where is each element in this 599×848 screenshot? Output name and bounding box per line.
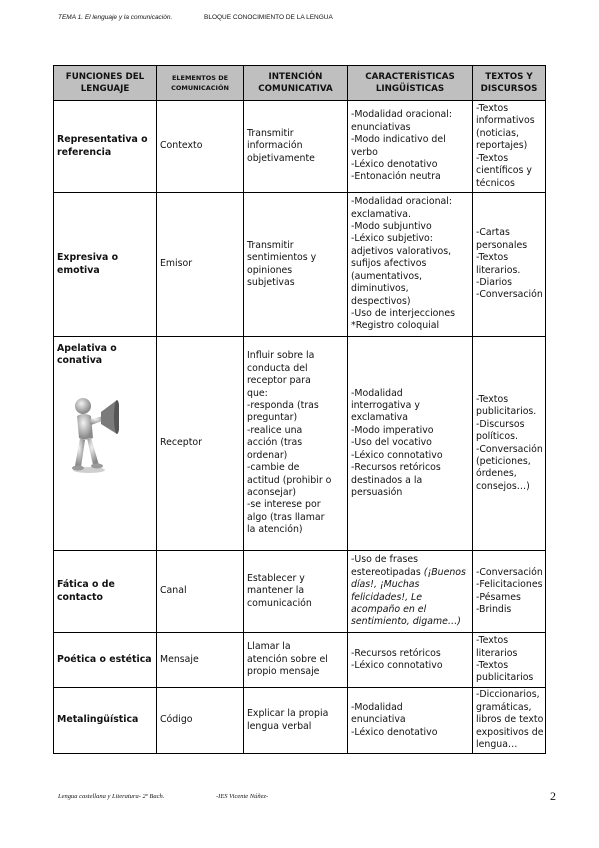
texts-cell: -Textos publicitarios. -Discursos políticos. -Conversación (peticiones, órdenes, consejos…)	[473, 337, 546, 551]
characteristics-cell: -Modalidad interrogativa y exclamativa -Modo imperativo -Uso del vocativo -Léxico connotativo -Recursos retóricos destinados a la persuasión	[348, 337, 473, 551]
characteristics-cell: -Modalidad oracional: exclamativa. -Modo subjuntivo -Léxico subjetivo: adjetivos valorativos, sufijos afectivos (aumentativos, diminutivos, despectivos) -Uso de interjecciones *Registro coloquial	[348, 193, 473, 337]
page-number: 2	[550, 789, 556, 803]
header-funciones: FUNCIONES DEL LENGUAJE	[54, 66, 157, 101]
intention-cell: Explicar la propia lengua verbal	[244, 688, 348, 754]
footer-course: Lengua castellana y Literatura- 2º Bach.	[58, 793, 165, 800]
function-cell: Fática o de contacto	[54, 551, 157, 633]
function-cell	[54, 337, 157, 551]
function-label: Apelativa o conativa	[57, 343, 117, 367]
table-row	[54, 551, 546, 633]
megaphone-figure-icon	[69, 394, 119, 474]
texts-cell: -Conversación -Felicitaciones -Pésames -Brindis	[473, 551, 546, 633]
element-cell: Emisor	[157, 193, 244, 337]
footer-school: -IES Vicente Núñez-	[216, 793, 269, 800]
header-textos: TEXTOS Y DISCURSOS	[473, 66, 546, 101]
intention-cell: Llamar la atención sobre el propio mensaje	[244, 633, 348, 688]
page-footer	[58, 793, 269, 800]
texts-cell: -Textos informativos (noticias, reportajes) -Textos científicos y técnicos	[473, 101, 546, 193]
table-row	[54, 337, 546, 551]
texts-cell: -Cartas personales -Textos literarios. -Diarios -Conversación	[473, 193, 546, 337]
element-cell: Código	[157, 688, 244, 754]
header-block: BLOQUE CONOCIMIENTO DE LA LENGUA	[204, 14, 333, 21]
characteristics-cell: -Modalidad oracional: enunciativas -Modo indicativo del verbo -Léxico denotativo -Entonación neutra	[348, 101, 473, 193]
element-cell: Contexto	[157, 101, 244, 193]
header-caracteristicas: CARACTERÍSTICAS LINGÜÍSTICAS	[348, 66, 473, 101]
header-topic: TEMA 1. El lenguaje y la comunicación.	[58, 14, 173, 21]
intention-cell: Influir sobre la conducta del receptor para que: -responda (tras preguntar) -realice una acción (tras ordenar) -cambie de actitud (prohibir o aconsejar) -se interese por algo (tras llamar la atención)	[244, 337, 348, 551]
function-cell: Expresiva o emotiva	[54, 193, 157, 337]
element-cell: Canal	[157, 551, 244, 633]
characteristics-cell: -Recursos retóricos -Léxico connotativo	[348, 633, 473, 688]
function-cell: Metalingüística	[54, 688, 157, 754]
element-cell: Mensaje	[157, 633, 244, 688]
element-cell: Receptor	[157, 337, 244, 551]
characteristics-cell: -Modalidad enunciativa -Léxico denotativo	[348, 688, 473, 754]
function-cell: Poética o estética	[54, 633, 157, 688]
table-row	[54, 633, 546, 688]
functions-table	[53, 65, 546, 754]
table-row	[54, 101, 546, 193]
intention-cell: Transmitir información objetivamente	[244, 101, 348, 193]
intention-cell: Transmitir sentimientos y opiniones subjetivas	[244, 193, 348, 337]
texts-cell: -Diccionarios, gramáticas, libros de texto expositivos de lengua…	[473, 688, 546, 754]
function-cell: Representativa o referencia	[54, 101, 157, 193]
table-row	[54, 193, 546, 337]
characteristics-cell: -Uso de frases estereotipadas (¡Buenos días!, ¡Muchas felicidades!, Le acompaño en el sentimiento, digame…)	[348, 551, 473, 633]
intention-cell: Establecer y mantener la comunicación	[244, 551, 348, 633]
table-row	[54, 688, 546, 754]
header-elementos: ELEMENTOS DE COMUNICACIÓN	[157, 66, 244, 101]
page-header	[58, 14, 538, 28]
table-header-row	[54, 66, 546, 101]
header-intencion: INTENCIÓN COMUNICATIVA	[244, 66, 348, 101]
texts-cell: -Textos literarios -Textos publicitarios	[473, 633, 546, 688]
